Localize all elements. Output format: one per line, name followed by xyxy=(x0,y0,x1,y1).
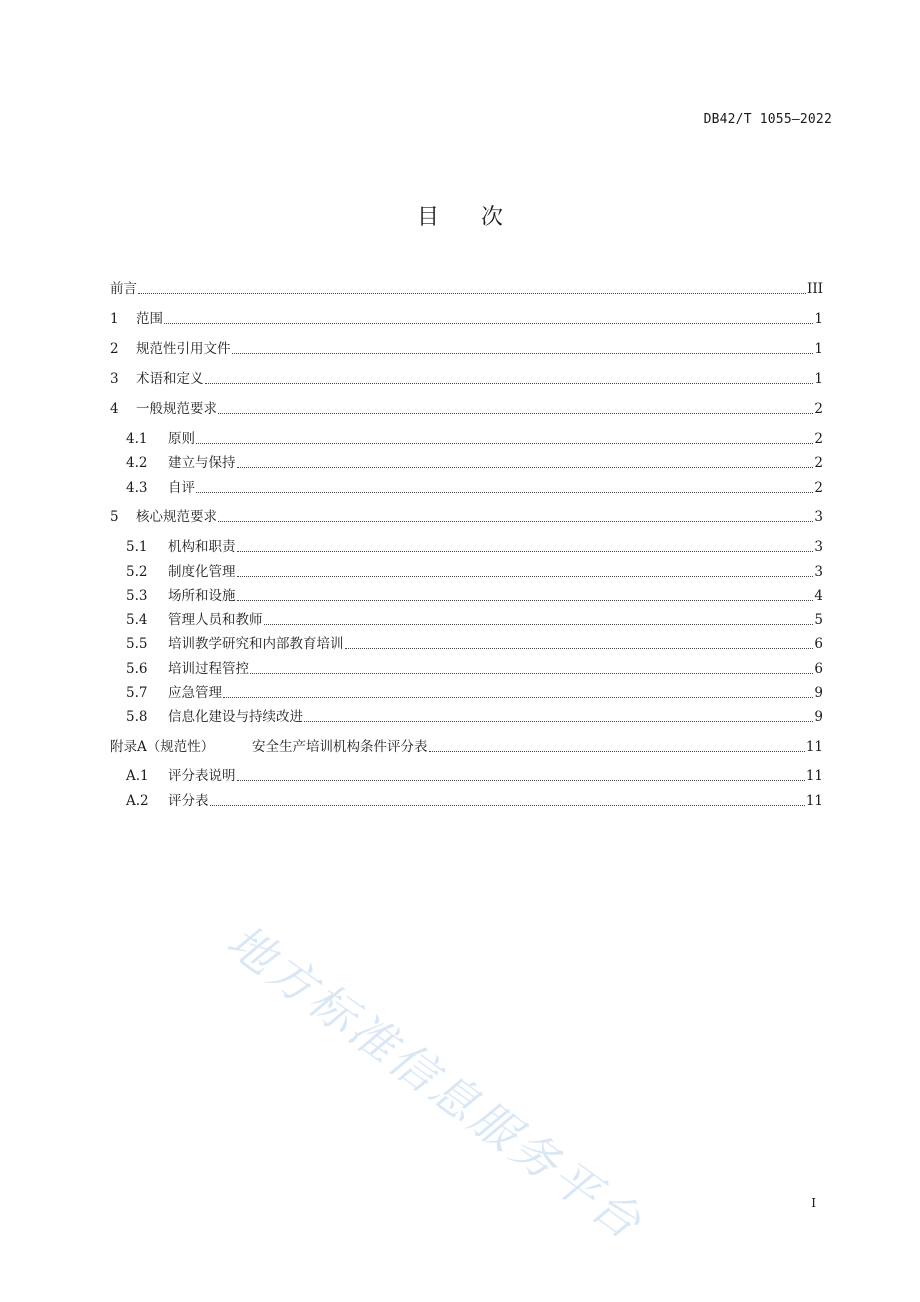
toc-entry[interactable] xyxy=(110,634,823,654)
toc-title xyxy=(0,200,920,231)
toc-entry[interactable] xyxy=(110,707,823,727)
toc-dot-leader xyxy=(345,648,814,649)
toc-entry-page: 9 xyxy=(814,709,823,725)
toc-entry-number: 5.4 xyxy=(126,612,148,628)
toc-entry-page: 2 xyxy=(814,480,823,496)
toc-entry-number: 5.3 xyxy=(126,588,148,604)
toc-entry-label: 机构和职责 xyxy=(168,539,236,555)
toc-entry[interactable] xyxy=(110,339,823,359)
toc-entry-number: 5.5 xyxy=(126,636,148,652)
toc-entry-label: 核心规范要求 xyxy=(136,509,217,525)
toc-entry[interactable] xyxy=(110,369,823,389)
toc-dot-leader xyxy=(196,443,813,444)
toc-title-right: 次 xyxy=(481,205,504,230)
toc-dot-leader xyxy=(218,413,813,414)
toc-entry-number: 4.1 xyxy=(126,431,148,447)
toc-entry-label: 规范性引用文件 xyxy=(136,341,231,357)
toc-dot-leader xyxy=(138,293,806,294)
toc-dot-leader xyxy=(164,323,813,324)
toc-entry-number: 2 xyxy=(110,341,119,357)
toc-entry-page: 4 xyxy=(814,588,823,604)
toc-entry[interactable] xyxy=(110,309,823,329)
toc-entry-label: 场所和设施 xyxy=(168,588,236,604)
toc-entry-page: 5 xyxy=(814,612,823,628)
toc-dot-leader xyxy=(429,751,805,752)
toc-entry-page: 3 xyxy=(814,539,823,555)
toc-entry[interactable] xyxy=(110,429,823,449)
toc-dot-leader xyxy=(304,721,813,722)
toc-dot-leader xyxy=(237,780,805,781)
toc-entry-page: 1 xyxy=(814,341,823,357)
toc-entry-label: 管理人员和教师 xyxy=(168,612,263,628)
toc-entry-page: III xyxy=(807,281,823,297)
toc-entry-number: 附录A（规范性） xyxy=(110,739,215,755)
toc-dot-leader xyxy=(196,492,813,493)
toc-entry-number: 1 xyxy=(110,311,119,327)
toc-entry-number: 5.1 xyxy=(126,539,148,555)
toc-entry[interactable] xyxy=(110,791,823,811)
toc-entry-number: 5 xyxy=(110,509,119,525)
toc-dot-leader xyxy=(237,467,814,468)
toc-dot-leader xyxy=(205,383,814,384)
toc-entry-number: 3 xyxy=(110,371,119,387)
toc-entry-page: 2 xyxy=(814,401,823,417)
toc-entry-page: 2 xyxy=(814,455,823,471)
toc-entry-label: 制度化管理 xyxy=(168,564,236,580)
toc-entry[interactable] xyxy=(110,399,823,419)
toc-entry-label: 信息化建设与持续改进 xyxy=(168,709,303,725)
toc-entry-page: 3 xyxy=(814,509,823,525)
toc-entry-label: 前言 xyxy=(110,281,137,297)
toc-entry[interactable] xyxy=(110,659,823,679)
toc-entry-label: 一般规范要求 xyxy=(136,401,217,417)
toc-dot-leader xyxy=(250,673,813,674)
toc-dot-leader xyxy=(232,353,814,354)
toc-entry-number: 5.2 xyxy=(126,564,148,580)
toc-entry-page: 11 xyxy=(805,793,823,809)
toc-entry[interactable] xyxy=(110,478,823,498)
toc-entry-label: 评分表 xyxy=(168,793,209,809)
page-number: I xyxy=(811,1196,816,1210)
toc-dot-leader xyxy=(237,600,814,601)
toc-entry[interactable] xyxy=(110,507,823,527)
toc-entry-label: 培训过程管控 xyxy=(168,661,249,677)
toc-entry[interactable] xyxy=(110,683,823,703)
toc-title-left: 目 xyxy=(416,205,439,230)
toc-entry-label: 范围 xyxy=(136,311,163,327)
toc-entry-label: 术语和定义 xyxy=(136,371,204,387)
toc-entry-page: 3 xyxy=(814,564,823,580)
toc-dot-leader xyxy=(237,576,814,577)
document-code: DB42/T 1055—2022 xyxy=(703,112,832,127)
toc-entry-number: 4 xyxy=(110,401,119,417)
toc-entry[interactable] xyxy=(110,766,823,786)
toc-entry-page: 6 xyxy=(814,636,823,652)
toc-entry-page: 1 xyxy=(814,371,823,387)
toc-entry-label: 建立与保持 xyxy=(168,455,236,471)
toc-entry-page: 11 xyxy=(805,768,823,784)
toc-entry-page: 2 xyxy=(814,431,823,447)
toc-entry-label: 原则 xyxy=(168,431,195,447)
toc-entry[interactable] xyxy=(110,279,823,299)
toc-entry-number: 5.8 xyxy=(126,709,148,725)
toc-entry-number: 4.3 xyxy=(126,480,148,496)
toc-entry[interactable] xyxy=(110,453,823,473)
toc-entry[interactable] xyxy=(110,610,823,630)
toc-entry-page: 9 xyxy=(814,685,823,701)
toc-entry-page: 11 xyxy=(805,739,823,755)
toc-entry[interactable] xyxy=(110,562,823,582)
watermark: 地方标准信息服务平台 xyxy=(217,913,654,1252)
toc-entry-label: 培训教学研究和内部教育培训 xyxy=(168,636,344,652)
toc-dot-leader xyxy=(237,551,814,552)
toc-dot-leader xyxy=(223,697,813,698)
toc-entry-number: A.2 xyxy=(126,793,149,809)
toc-entry-page: 1 xyxy=(814,311,823,327)
toc-entry[interactable] xyxy=(110,737,823,757)
toc-entry[interactable] xyxy=(110,586,823,606)
toc-dot-leader xyxy=(210,805,805,806)
toc-entry-page: 6 xyxy=(814,661,823,677)
toc-dot-leader xyxy=(218,521,813,522)
toc-entry-number: 4.2 xyxy=(126,455,148,471)
toc-entry[interactable] xyxy=(110,537,823,557)
toc-entry-number: 5.7 xyxy=(126,685,148,701)
toc-entry-label: 应急管理 xyxy=(168,685,222,701)
toc-entry-label: 安全生产培训机构条件评分表 xyxy=(252,739,428,755)
toc-entry-number: 5.6 xyxy=(126,661,148,677)
toc-entry-label: 自评 xyxy=(168,480,195,496)
toc-entry-number: A.1 xyxy=(126,768,149,784)
toc-dot-leader xyxy=(264,624,814,625)
toc-entry-label: 评分表说明 xyxy=(168,768,236,784)
